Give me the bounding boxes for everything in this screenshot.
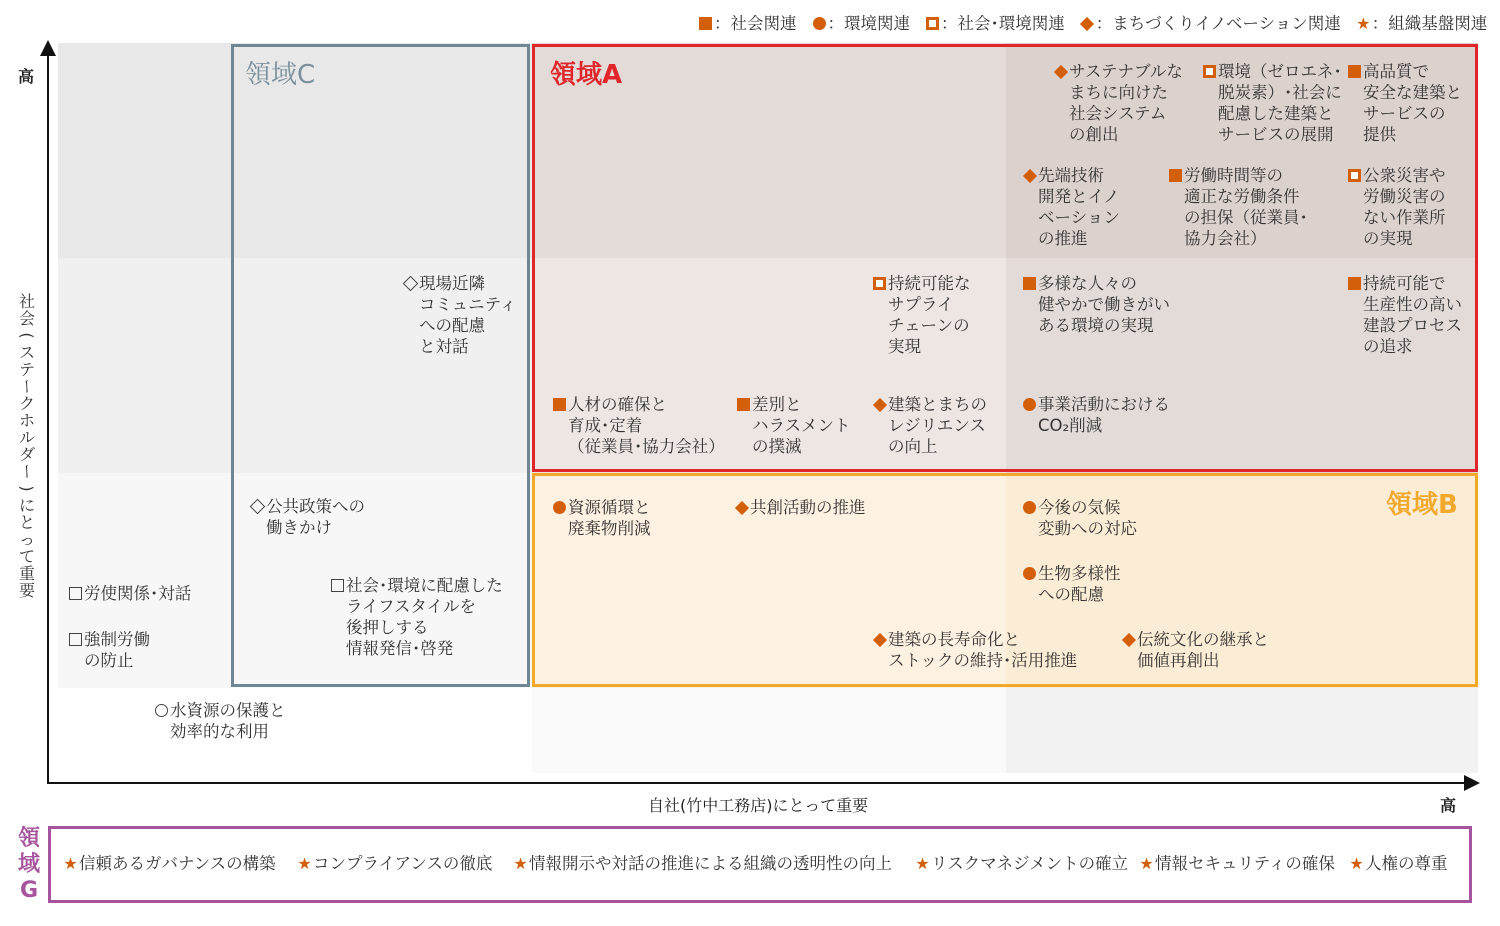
item-text: 効率的な利用 xyxy=(170,722,269,741)
materiality-item-resource-cycle xyxy=(551,497,651,539)
item-line xyxy=(871,294,971,315)
item-text: 建築の長寿命化と xyxy=(888,630,1020,649)
item-text: 高品質で xyxy=(1363,62,1429,81)
materiality-item-working-hours xyxy=(1167,165,1308,249)
item-line xyxy=(1346,103,1462,124)
item-text: 資源循環と xyxy=(568,498,651,517)
item-line xyxy=(329,617,503,638)
item-text: 変動への対応 xyxy=(1038,519,1137,538)
governance-item: ★ リスクマネジメントの確立 xyxy=(914,853,1128,875)
item-line xyxy=(1021,165,1120,186)
item-text: 労働時間等の xyxy=(1184,166,1283,185)
item-text: 配慮した建築と xyxy=(1218,104,1334,123)
item-line xyxy=(329,596,503,617)
item-line xyxy=(1052,82,1183,103)
item-text: ない作業所 xyxy=(1363,208,1446,227)
item-line xyxy=(1201,103,1342,124)
materiality-item-supply-chain xyxy=(871,273,971,357)
region-g-label: 領 域 G xyxy=(17,826,40,903)
y-axis-label-char: と xyxy=(18,513,35,532)
item-text: 人材の確保と xyxy=(568,395,667,414)
square-marker-icon xyxy=(551,394,568,415)
item-line xyxy=(871,415,987,436)
legend-item-environment: ：環境関連 xyxy=(811,13,911,35)
item-line xyxy=(1052,124,1183,145)
y-axis-label-char: に xyxy=(18,496,35,515)
item-line xyxy=(735,415,851,436)
item-line xyxy=(1021,207,1120,228)
governance-item: ★ 人権の尊重 xyxy=(1348,853,1448,875)
y-axis-label-char: ク xyxy=(18,394,35,413)
item-line xyxy=(735,436,851,457)
square-marker-icon xyxy=(1346,273,1363,294)
item-text: 労使関係･対話 xyxy=(84,584,192,603)
item-line xyxy=(1021,584,1121,605)
item-text: 今後の気候 xyxy=(1038,498,1121,517)
item-line xyxy=(1021,315,1170,336)
materiality-item-tradition xyxy=(1120,629,1269,671)
hollow-diamond-marker-icon xyxy=(402,273,419,294)
item-line xyxy=(1120,650,1269,671)
y-axis-label-char: ( xyxy=(17,332,37,339)
item-text: まちに向けた xyxy=(1069,83,1168,102)
item-text: の追求 xyxy=(1363,337,1413,356)
item-line xyxy=(402,294,516,315)
materiality-item-resilience xyxy=(871,394,987,457)
materiality-item-labor-relations xyxy=(67,583,191,604)
materiality-item-quality-building xyxy=(1346,61,1462,145)
item-line xyxy=(1346,294,1462,315)
circle-marker-icon xyxy=(1021,394,1038,415)
governance-item: ★ コンプライアンスの徹底 xyxy=(296,853,492,875)
square-outline-marker-icon xyxy=(1201,61,1218,82)
item-text: 労働災害の xyxy=(1363,187,1446,206)
x-axis-label: 自社(竹中工務店)にとって重要 xyxy=(648,796,869,815)
governance-item: ★ 情報セキュリティの確保 xyxy=(1138,853,1335,875)
item-line xyxy=(67,650,150,671)
diamond-marker-icon xyxy=(871,394,888,415)
item-text: 後押しする xyxy=(346,618,429,637)
item-line xyxy=(551,518,651,539)
y-axis-label-char: ー xyxy=(17,463,37,480)
item-text: 健やかで働きがい xyxy=(1038,295,1170,314)
diamond-marker-icon xyxy=(1120,629,1137,650)
region-a-label: 領域A xyxy=(550,60,623,90)
square-marker-icon xyxy=(697,13,714,35)
star-marker-icon xyxy=(914,853,931,875)
item-text: CO₂削減 xyxy=(1038,416,1103,435)
item-text: サステナブルな xyxy=(1069,62,1183,81)
item-text: ベーション xyxy=(1038,208,1120,227)
square-marker-icon xyxy=(1167,165,1184,186)
materiality-item-water xyxy=(153,700,286,742)
star-marker-icon xyxy=(62,853,79,875)
legend-item-social-environment: ：社会･環境関連 xyxy=(924,13,1065,35)
item-text: 社会･環境に配慮した xyxy=(346,576,503,595)
item-text: 脱炭素）･社会に xyxy=(1218,83,1342,102)
item-text: 社会システム xyxy=(1069,104,1167,123)
square-outline-marker-icon xyxy=(1346,165,1363,186)
materiality-item-forced-labor xyxy=(67,629,150,671)
diamond-marker-icon xyxy=(871,629,888,650)
item-text: への配慮 xyxy=(419,316,485,335)
item-text: 生物多様性 xyxy=(1038,564,1121,583)
materiality-item-harassment xyxy=(735,394,851,457)
item-line xyxy=(871,629,1077,650)
item-line xyxy=(1346,186,1446,207)
item-line xyxy=(1346,124,1462,145)
materiality-item-environment-building xyxy=(1201,61,1342,145)
legend xyxy=(697,13,1487,35)
item-text: の防止 xyxy=(84,651,134,670)
item-text: への配慮 xyxy=(1038,585,1104,604)
item-line xyxy=(1021,228,1120,249)
y-axis-label-char: 社 xyxy=(18,292,35,311)
item-text: 事業活動における xyxy=(1038,395,1170,414)
y-axis-label-char: 重 xyxy=(18,564,35,583)
item-text: の担保（従業員･ xyxy=(1184,208,1308,227)
circle-marker-icon xyxy=(1021,497,1038,518)
y-axis-label-char: っ xyxy=(18,530,35,549)
item-text: 強制労働 xyxy=(84,630,150,649)
item-line xyxy=(1167,207,1308,228)
item-line xyxy=(1052,103,1183,124)
item-text: ストックの維持･活用推進 xyxy=(888,651,1078,670)
y-axis-label-char: て xyxy=(18,547,35,566)
y-axis-label-char: 会 xyxy=(18,309,35,328)
star-marker-icon xyxy=(1348,853,1365,875)
y-axis-label-char: ) xyxy=(17,485,37,492)
item-text: 公衆災害や xyxy=(1363,166,1446,185)
item-line xyxy=(871,336,971,357)
bg-cell-r4c3 xyxy=(1006,688,1478,773)
item-text: 公共政策への xyxy=(266,497,365,516)
diamond-marker-icon xyxy=(1021,165,1038,186)
item-text: ライフスタイルを xyxy=(346,597,477,616)
item-line xyxy=(1201,61,1342,82)
item-line xyxy=(1021,415,1170,436)
circle-marker-icon xyxy=(551,497,568,518)
item-line xyxy=(551,436,725,457)
item-line xyxy=(1346,336,1462,357)
materiality-item-climate xyxy=(1021,497,1137,539)
hollow-circle-marker-icon xyxy=(153,700,170,721)
item-text: 実現 xyxy=(888,337,921,356)
item-line xyxy=(1167,228,1308,249)
item-text: 共創活動の推進 xyxy=(750,498,866,517)
y-axis-label-char: ダ xyxy=(18,445,35,464)
item-line xyxy=(1346,165,1446,186)
materiality-item-diverse-people xyxy=(1021,273,1170,336)
item-line xyxy=(153,721,286,742)
item-text: サービスの展開 xyxy=(1218,125,1334,144)
y-axis-label xyxy=(16,293,38,599)
item-line xyxy=(329,638,503,659)
diamond-marker-icon xyxy=(733,497,750,518)
materiality-item-productive-process xyxy=(1346,273,1462,357)
item-line xyxy=(1346,273,1462,294)
y-axis-arrow xyxy=(40,40,56,56)
item-text: 持続可能で xyxy=(1363,274,1446,293)
y-high-label: 高 xyxy=(18,67,35,86)
star-marker-icon xyxy=(1355,13,1372,35)
x-axis-arrow xyxy=(1464,775,1480,791)
item-text: 持続可能な xyxy=(888,274,971,293)
item-line xyxy=(402,273,516,294)
item-line xyxy=(1052,61,1183,82)
legend-item-organization: ★ ：組織基盤関連 xyxy=(1355,13,1488,35)
item-text: 協力会社） xyxy=(1184,229,1267,248)
item-line xyxy=(551,415,725,436)
item-text: 提供 xyxy=(1363,125,1396,144)
item-line xyxy=(871,315,971,336)
y-axis-label-char: ホ xyxy=(18,411,35,430)
diamond-marker-icon xyxy=(1052,61,1069,82)
item-text: 働きかけ xyxy=(266,518,332,537)
item-line xyxy=(329,575,503,596)
item-line xyxy=(1346,207,1446,228)
star-marker-icon xyxy=(512,853,529,875)
item-text: チェーンの xyxy=(888,316,970,335)
materiality-item-biodiversity xyxy=(1021,563,1121,605)
star-marker-icon xyxy=(1138,853,1155,875)
diamond-marker-icon xyxy=(1079,13,1096,35)
item-text: 差別と xyxy=(752,395,802,414)
item-text: の推進 xyxy=(1038,229,1088,248)
item-line xyxy=(67,629,150,650)
item-text: の創出 xyxy=(1069,125,1119,144)
hollow-square-marker-icon xyxy=(329,575,346,596)
square-outline-marker-icon xyxy=(871,273,888,294)
hollow-square-marker-icon xyxy=(67,629,84,650)
item-text: 安全な建築と xyxy=(1363,83,1462,102)
y-axis-label-char: ス xyxy=(18,343,35,362)
x-axis xyxy=(47,782,1472,784)
item-text: （従業員･協力会社） xyxy=(568,437,725,456)
item-line xyxy=(1346,82,1462,103)
item-line xyxy=(1021,563,1121,584)
square-marker-icon xyxy=(1021,273,1038,294)
item-text: 伝統文化の継承と xyxy=(1137,630,1269,649)
item-line xyxy=(871,650,1077,671)
item-line xyxy=(1021,186,1120,207)
item-text: の実現 xyxy=(1363,229,1413,248)
item-text: コミュニティ xyxy=(419,295,517,314)
item-text: ハラスメント xyxy=(752,416,851,435)
item-text: 育成･定着 xyxy=(568,416,643,435)
materiality-item-lifestyle xyxy=(329,575,503,659)
y-axis xyxy=(47,50,49,783)
materiality-item-long-life xyxy=(871,629,1077,671)
region-b-label: 領域B xyxy=(1386,490,1458,520)
item-line xyxy=(551,394,725,415)
item-text: 現場近隣 xyxy=(419,274,485,293)
item-text: レジリエンス xyxy=(888,416,986,435)
region-c-label: 領域C xyxy=(245,60,316,90)
item-text: 水資源の保護と xyxy=(170,701,286,720)
item-text: 廃棄物削減 xyxy=(568,519,651,538)
bg-cell-r4c2 xyxy=(532,688,1006,773)
item-text: 生産性の高い xyxy=(1363,295,1462,314)
square-marker-icon xyxy=(1346,61,1363,82)
item-line xyxy=(249,496,365,517)
hollow-diamond-marker-icon xyxy=(249,496,266,517)
item-text: サービスの xyxy=(1363,104,1446,123)
item-line xyxy=(871,436,987,457)
item-line xyxy=(1346,228,1446,249)
item-line xyxy=(1201,124,1342,145)
governance-item: ★信頼あるガバナンスの構築 xyxy=(62,853,276,875)
item-line xyxy=(735,394,851,415)
item-text: サプライ xyxy=(888,295,954,314)
materiality-item-disaster-free xyxy=(1346,165,1446,249)
square-marker-icon xyxy=(735,394,752,415)
circle-marker-icon xyxy=(811,13,828,35)
item-line xyxy=(871,273,971,294)
item-line xyxy=(1021,518,1137,539)
item-line xyxy=(871,394,987,415)
square-outline-marker-icon xyxy=(924,13,941,35)
materiality-item-talent xyxy=(551,394,725,457)
legend-item-innovation: ：まちづくりイノベーション関連 xyxy=(1079,13,1341,35)
item-text: の向上 xyxy=(888,437,938,456)
materiality-item-co-creation xyxy=(733,497,866,518)
item-line xyxy=(153,700,286,721)
materiality-item-advanced-tech xyxy=(1021,165,1120,249)
item-line xyxy=(1167,165,1308,186)
item-text: ある環境の実現 xyxy=(1038,316,1154,335)
item-line xyxy=(249,517,365,538)
item-text: 建設プロセス xyxy=(1363,316,1462,335)
item-line xyxy=(1167,186,1308,207)
item-text: 多様な人々の xyxy=(1038,274,1137,293)
item-text: 価値再創出 xyxy=(1137,651,1220,670)
item-line xyxy=(1021,394,1170,415)
item-line xyxy=(1021,497,1137,518)
item-line xyxy=(551,497,651,518)
item-text: の撲滅 xyxy=(752,437,802,456)
item-line xyxy=(402,336,516,357)
item-line xyxy=(1346,61,1462,82)
item-text: 環境（ゼロエネ･ xyxy=(1218,62,1342,81)
legend-item-social: ：社会関連 xyxy=(697,13,797,35)
y-axis-label-char: テ xyxy=(18,360,35,379)
y-axis-label-char: ル xyxy=(18,428,35,447)
item-line xyxy=(1201,82,1342,103)
item-line xyxy=(1021,273,1170,294)
item-text: と対話 xyxy=(419,337,469,356)
item-text: 適正な労働条件 xyxy=(1184,187,1300,206)
item-line xyxy=(67,583,191,604)
item-line xyxy=(1021,294,1170,315)
item-line xyxy=(1120,629,1269,650)
item-text: 先端技術 xyxy=(1038,166,1104,185)
item-text: 情報発信･啓発 xyxy=(346,639,454,658)
item-line xyxy=(402,315,516,336)
item-line xyxy=(733,497,866,518)
y-axis-label-char: ー xyxy=(17,378,37,395)
star-marker-icon xyxy=(296,853,313,875)
item-text: 開発とイノ xyxy=(1038,187,1120,206)
materiality-item-co2 xyxy=(1021,394,1170,436)
x-high-label: 高 xyxy=(1440,796,1457,815)
circle-marker-icon xyxy=(1021,563,1038,584)
materiality-item-public-policy xyxy=(249,496,365,538)
materiality-item-sustainable-city xyxy=(1052,61,1183,145)
item-line xyxy=(1346,315,1462,336)
governance-item: ★ 情報開示や対話の推進による組織の透明性の向上 xyxy=(512,853,892,875)
hollow-square-marker-icon xyxy=(67,583,84,604)
item-text: 建築とまちの xyxy=(888,395,987,414)
y-axis-label-char: 要 xyxy=(18,581,35,600)
materiality-item-community xyxy=(402,273,516,357)
